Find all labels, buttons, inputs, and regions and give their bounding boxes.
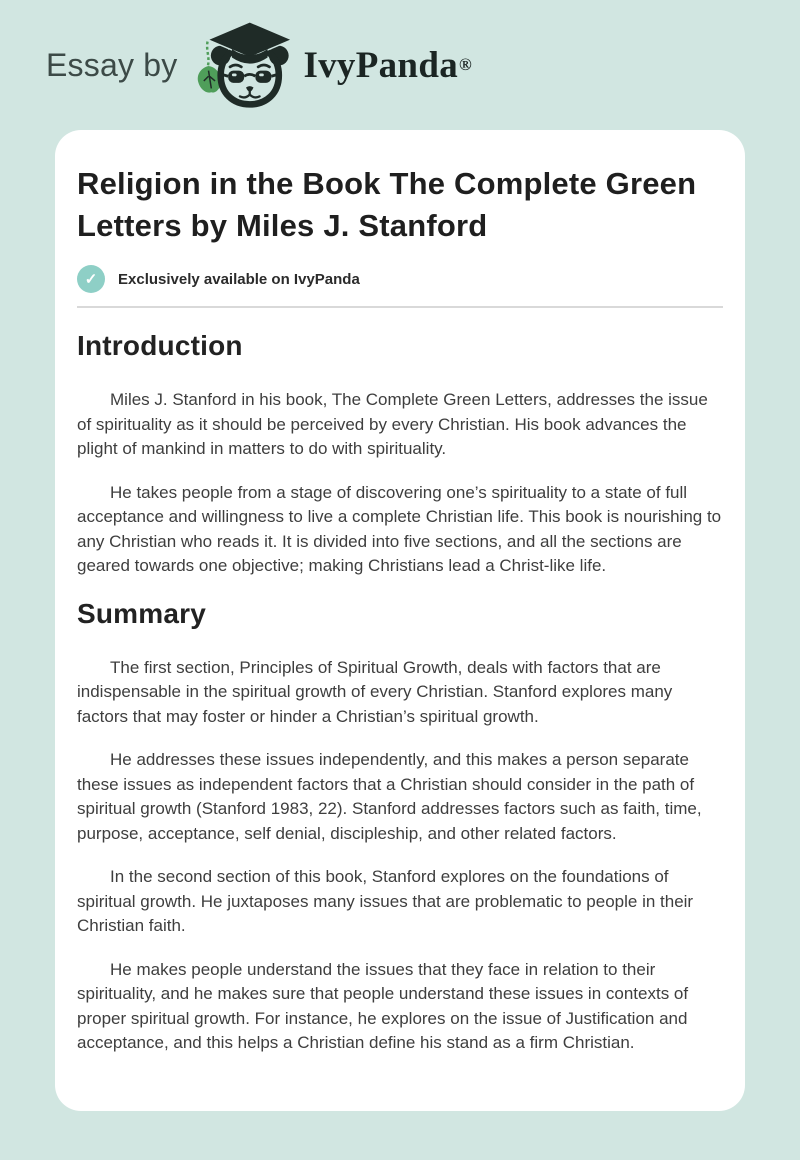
check-icon: ✓ <box>77 265 105 293</box>
registered-trademark: ® <box>459 55 472 74</box>
availability-badge-label: Exclusively available on IvyPanda <box>118 270 360 288</box>
essay-by-label: Essay by <box>46 46 178 83</box>
availability-badge <box>77 265 723 293</box>
divider <box>77 306 723 308</box>
paragraph: He addresses these issues independently, and this makes a person separate these issues as independent factors that a Christian should consider in the path of spiritual growth (Stanford 1983, 22). Stanford addresses factors such as faith, time, purpose, acceptance, self denial, discipleship, and other related factors. <box>77 750 702 843</box>
paragraph: Miles J. Stanford in his book, The Complete Green Letters, addresses the issue of spirituality as it should be perceived by every Christian. His book advances the plight of mankind in matters to do with spirituality. <box>77 390 708 458</box>
panda-graduate-icon <box>193 20 299 110</box>
ivypanda-logo[interactable] <box>193 20 471 110</box>
paragraph: He takes people from a stage of discovering one’s spirituality to a state of full acceptance and willingness to live a complete Christian life. This book is nourishing to any Christian who reads it. It is divided into five sections, and all the sections are geared towards one objective; making Christians lead a Christ-like life. <box>77 482 722 575</box>
essay-title: Religion in the Book The Complete Green Letters by Miles J. Stanford <box>77 166 697 243</box>
section-heading-introduction: Introduction <box>77 330 243 361</box>
brand-wordmark: IvyPanda <box>303 44 458 86</box>
paragraph: The first section, Principles of Spiritual Growth, deals with factors that are indispensable in the spiritual growth of every Christian. Stanford explores many factors that may foster or hinder a Christian’s spiritual growth. <box>77 657 673 726</box>
essay-card <box>55 130 745 1111</box>
section-heading-summary: Summary <box>77 597 207 629</box>
paragraph: In the second section of this book, Stanford explores on the foundations of spiritual growth. He juxtaposes many issues that are problematic to people in their Christian faith. <box>77 867 694 935</box>
site-header <box>0 0 800 130</box>
paragraph: He makes people understand the issues that they face in relation to their spirituality, and he makes sure that people understand these issues in contexts of proper spiritual growth. For instance, he explores on the issue of Justification and acceptance, and this helps a Christian define his stand as a firm Christian. <box>77 959 689 1052</box>
